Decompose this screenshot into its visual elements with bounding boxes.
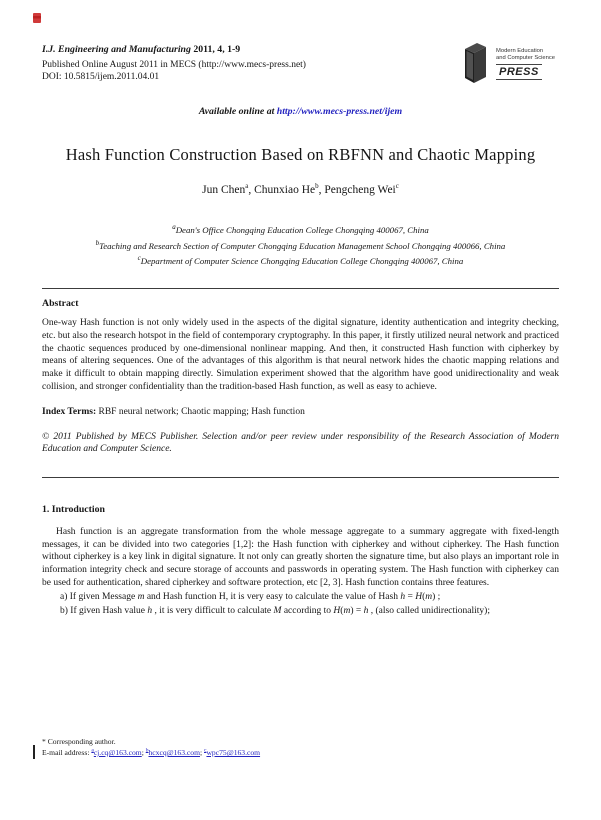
affiliation-c: $^c$Department of Computer Science Chongqing Education College Chongqing 400067, China <box>137 254 464 267</box>
journal-info <box>42 44 306 83</box>
feature-list <box>52 591 559 619</box>
logo-press: PRESS <box>496 64 542 80</box>
authors-line: Jun Chen$^a$, Chunxiao He$^b$, Pengcheng Wei$^c$ <box>202 182 399 196</box>
page-content <box>42 44 559 618</box>
feature-item-a: a) If given Message m and Hash function H, it is very easy to calculate the value of Hash h = H(m) ; <box>60 591 441 602</box>
published-line: Published Online August 2011 in MECS (http://www.mecs-press.net) <box>42 59 306 70</box>
journal-header <box>42 44 559 93</box>
paper-title: Hash Function Construction Based on RBFNN and Chaotic Mapping <box>65 145 536 164</box>
email-address-line[interactable]: E-mail address: $^a$cj.cq@163.com; $^b$hcxcq@163.com; $^c$wpc75@163.com <box>42 747 261 757</box>
abstract-heading: Abstract <box>42 298 79 310</box>
feature-item-b: b) If given Hash value h , it is very difficult to calculate M according to H(m) = h , (also called unidirectionality); <box>60 605 490 616</box>
footnote-block <box>42 736 559 758</box>
introduction-paragraph: Hash function is an aggregate transformation from the whole message aggregate to a summary aggregate with fixed-length messages, it can be divided into two categories [1,2]: the Hash function with cipherkey and without cipherkey. The Hash function without cipherkey is a key link in digital signature. It not only can greatly shorten the signature time, but also plays an important role in information integrity check and secure storage of accounts and passwords in operating system. The Hash function with cipherkey can be used for authentication, shared cipherkey and software protection, etc [2, 3]. Hash function contains three features. <box>42 526 559 588</box>
affiliation-b: $^b$Teaching and Research Section of Computer Chongqing Education Management School Chongqing 400066, China <box>95 238 506 251</box>
red-corner-mark <box>33 13 41 23</box>
book-icon <box>456 40 492 93</box>
introduction-heading: 1. Introduction <box>42 503 105 515</box>
doi-line: DOI: 10.5815/ijem.2011.04.01 <box>42 71 160 82</box>
divider-top <box>42 288 559 289</box>
logo-line2: and Computer Science <box>496 55 555 62</box>
journal-title-line: I.J. Engineering and Manufacturing 2011, 4, 1-9 <box>42 44 241 55</box>
margin-change-bar <box>33 745 35 759</box>
affiliation-a: $^a$Dean's Office Chongqing Education College Chongqing 400067, China <box>172 222 429 235</box>
divider-bottom <box>42 477 559 478</box>
affiliations <box>42 223 559 268</box>
corresponding-author-note: * Corresponding author. <box>42 737 116 746</box>
available-online-line[interactable]: Available online at http://www.mecs-press.net/ijem <box>198 106 403 117</box>
copyright-notice: © 2011 Published by MECS Publisher. Selection and/or peer review under responsibility of the Research Association of Modern Education and Computer Science. <box>42 431 559 455</box>
logo-line1: Modern Education <box>496 48 544 54</box>
index-terms-line: Index Terms: RBF neural network; Chaotic mapping; Hash function <box>42 406 305 417</box>
abstract-body: One-way Hash function is not only widely used in the aspects of the digital signature, identity authentication and integrity checking, etc. but also the research hotspot in the field of contemporary cryptography. In this paper, it firstly utilized neural network and practiced the chaotic sequences produced by one-dimensional nonlinear mapping. And then, it constructed Hash function with cipherkey by means of altering sequences. One of the advantages of this algorithm is that neural network hides the chaotic mapping relations and make it difficult to obtain mapping directly. Simulation experiment showed that the algorithm have good unidirectionality and weak collision, and stronger confidentiality than the tradition-based Hash function, as well as easy to achieve. <box>42 318 559 392</box>
mecs-press-logo <box>456 40 555 93</box>
logo-text <box>496 40 555 80</box>
